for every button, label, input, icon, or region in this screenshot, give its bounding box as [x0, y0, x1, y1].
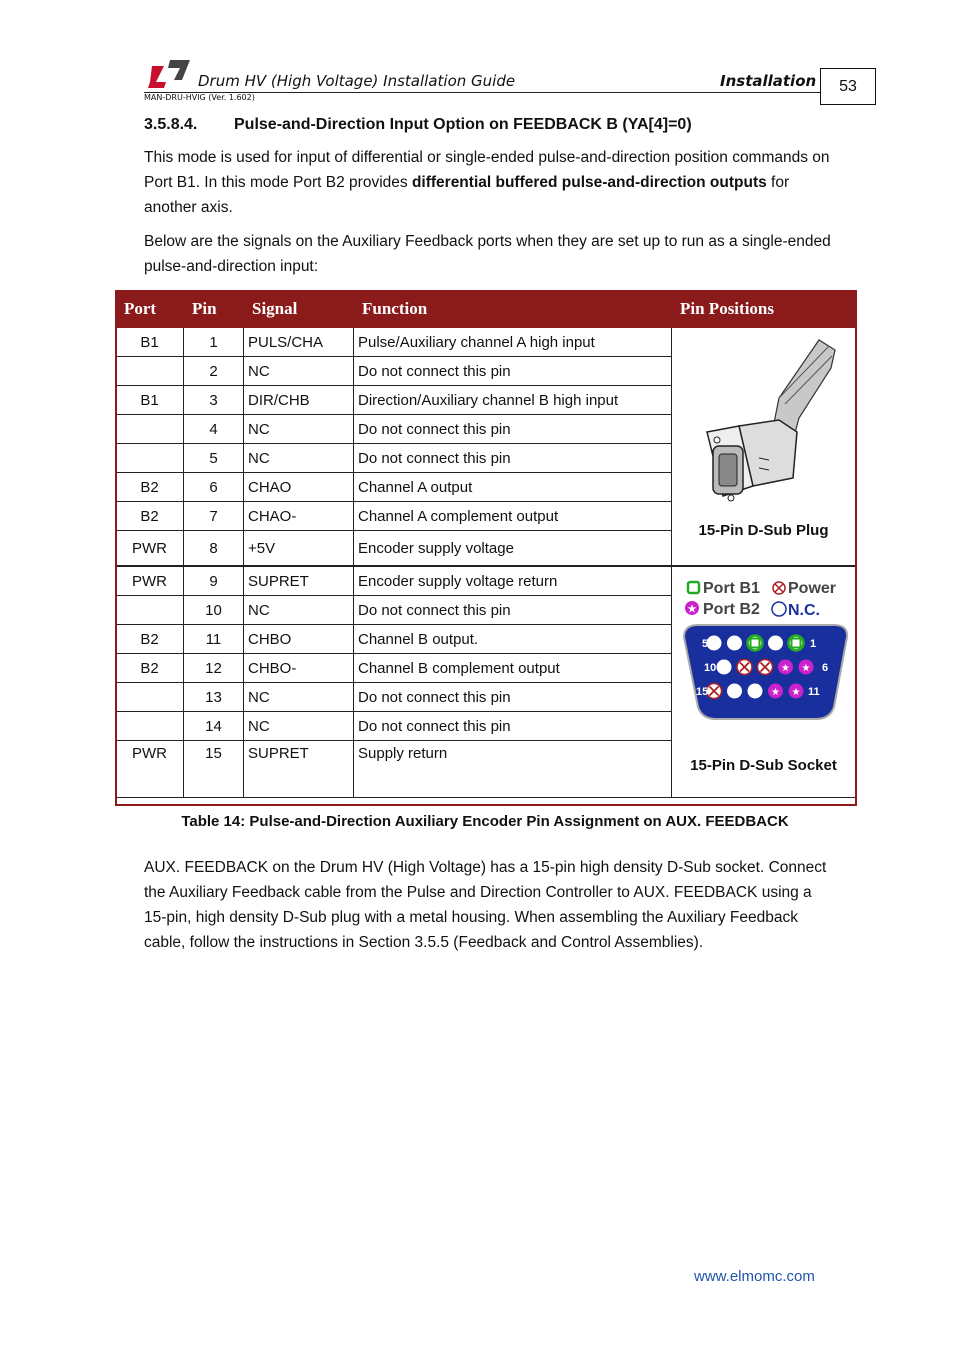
cell-port: B2: [116, 625, 184, 654]
socket-pin-13: [747, 684, 762, 699]
cell-function: Channel B output.: [354, 625, 672, 654]
cell-port: [116, 712, 184, 741]
cell-signal: NC: [244, 415, 354, 444]
cell-signal: CHBO-: [244, 654, 354, 683]
cell-port: [116, 444, 184, 473]
port-b1-marker: [791, 639, 800, 648]
cell-pin: 8: [184, 531, 244, 567]
cell-pin: 6: [184, 473, 244, 502]
cell-function: Channel A output: [354, 473, 672, 502]
cell-pin: 15: [184, 741, 244, 798]
cell-signal: PULS/CHA: [244, 328, 354, 357]
guide-title: Drum HV (High Voltage) Installation Guide: [198, 72, 516, 90]
header-section-name: Installation: [720, 72, 817, 90]
cell-function: Direction/Auxiliary channel B high input: [354, 386, 672, 415]
signals-paragraph: Below are the signals on the Auxiliary Feedback ports when they are set up to run as a single-ended pulse-and-direction input:: [144, 233, 831, 275]
legend-port-b2: Port B2: [702, 601, 760, 618]
cell-signal: CHAO-: [244, 502, 354, 531]
port-b2-star-icon: ★: [791, 687, 800, 698]
port-b2-star-icon: ★: [770, 687, 780, 698]
cell-signal: NC: [244, 357, 354, 386]
col-function: Function: [354, 291, 672, 328]
website-link[interactable]: www.elmomc.com: [694, 1268, 815, 1285]
cell-function: Encoder supply voltage return: [354, 566, 672, 596]
legend: [685, 580, 836, 619]
aux-feedback-paragraph: AUX. FEEDBACK on the Drum HV (High Voltage) has a 15-pin high density D-Sub socket. Connect the Auxiliary Feedback cable from the Pulse and Direction Controller to AUX. FEEDBACK using a 15-pin, high density D-Sub plug with a metal housing. When assembling the Auxiliary Feedback cable, follow the instructions in Section 3.5.5 (Feedback and Control Assemblies).: [144, 859, 827, 951]
intro-paragraph: [144, 145, 834, 220]
cell-function: Do not connect this pin: [354, 357, 672, 386]
cell-pin: 10: [184, 596, 244, 625]
legend-power: Power: [787, 580, 836, 597]
cell-pin: 12: [184, 654, 244, 683]
intro-bold-text: differential buffered pulse-and-direction outputs: [411, 174, 767, 191]
plug-caption: 15-Pin D-Sub Plug: [698, 522, 829, 539]
page-number: 53: [820, 68, 876, 105]
cell-signal: +5V: [244, 531, 354, 567]
cell-function: Encoder supply voltage: [354, 531, 672, 567]
socket-pin-4: [727, 636, 742, 651]
cell-port: [116, 683, 184, 712]
cell-function: Supply return: [354, 741, 672, 798]
intro-text-end: for another axis.: [144, 174, 790, 216]
cell-port: PWR: [116, 741, 184, 798]
table-row: [116, 328, 856, 357]
cell-port: PWR: [116, 566, 184, 596]
cell-signal: NC: [244, 683, 354, 712]
cell-port: [116, 357, 184, 386]
cell-port: B1: [116, 386, 184, 415]
section-heading: [144, 116, 692, 134]
cell-pin: 13: [184, 683, 244, 712]
cell-function: Do not connect this pin: [354, 596, 672, 625]
col-pin-positions: Pin Positions: [672, 291, 856, 328]
section-title: Pulse-and-Direction Input Option on FEEDBACK B (YA[4]=0): [234, 116, 692, 133]
pin-label-1: 1: [809, 638, 816, 650]
cell-port: [116, 415, 184, 444]
cell-port: PWR: [116, 531, 184, 567]
socket-pin-10: [716, 660, 731, 675]
cell-function: Do not connect this pin: [354, 415, 672, 444]
cell-function: Do not connect this pin: [354, 712, 672, 741]
col-port: Port: [116, 291, 184, 328]
cell-function: Channel A complement output: [354, 502, 672, 531]
doc-version: MAN-DRU-HVIG (Ver. 1.602): [144, 93, 255, 102]
cell-function: Do not connect this pin: [354, 683, 672, 712]
cell-signal: SUPRET: [244, 566, 354, 596]
cell-pin: 11: [184, 625, 244, 654]
cell-pin: 5: [184, 444, 244, 473]
intro-text: This mode is used for input of differential or single-ended pulse-and-direction position commands on Port B1. In this mode Port B2 provides: [144, 149, 830, 191]
pin-label-11: 11: [807, 686, 820, 698]
pin-label-5: 5: [701, 638, 708, 650]
cell-pin: 1: [184, 328, 244, 357]
cell-port: B1: [116, 328, 184, 357]
cell-pin: 4: [184, 415, 244, 444]
col-pin: Pin: [184, 291, 244, 328]
cell-signal: DIR/CHB: [244, 386, 354, 415]
legend-port-b1: Port B1: [702, 580, 760, 597]
cell-function: Channel B complement output: [354, 654, 672, 683]
cell-port: B2: [116, 473, 184, 502]
cell-port: [116, 596, 184, 625]
legend-nc: N.C.: [787, 602, 820, 619]
cell-pin: 3: [184, 386, 244, 415]
cell-pin: 9: [184, 566, 244, 596]
elmo-logo: [148, 58, 190, 88]
cell-signal: NC: [244, 596, 354, 625]
table-header-row: [116, 291, 856, 328]
cell-port: B2: [116, 654, 184, 683]
pin-label-10: 10: [703, 662, 716, 674]
section-number: 3.5.8.4.: [144, 116, 198, 133]
cell-function: Pulse/Auxiliary channel A high input: [354, 328, 672, 357]
cell-pin: 14: [184, 712, 244, 741]
pin-assignment-table: [115, 290, 856, 798]
col-signal: Signal: [244, 291, 354, 328]
cell-signal: NC: [244, 444, 354, 473]
socket-pin-2: [768, 636, 783, 651]
cell-signal: CHBO: [244, 625, 354, 654]
table-row: [116, 566, 856, 596]
cell-pin: 2: [184, 357, 244, 386]
cell-function: Do not connect this pin: [354, 444, 672, 473]
cell-port: B2: [116, 502, 184, 531]
cell-signal: SUPRET: [244, 741, 354, 798]
d-sub-socket-diagram: [674, 569, 854, 749]
port-b2-star-icon: ★: [780, 663, 790, 674]
star-icon: ★: [687, 604, 696, 615]
socket-caption: 15-Pin D-Sub Socket: [690, 757, 837, 774]
cell-pin: 7: [184, 502, 244, 531]
port-b2-star-icon: ★: [801, 663, 810, 674]
cell-signal: NC: [244, 712, 354, 741]
socket-pin-14: [727, 684, 742, 699]
pin-label-15: 15: [695, 686, 708, 698]
pin-label-6: 6: [821, 662, 828, 674]
plug-image-cell: [672, 328, 856, 567]
socket-image-cell: [672, 566, 856, 798]
d-sub-plug-image: [679, 328, 849, 518]
port-b1-marker: [750, 639, 759, 648]
cell-signal: CHAO: [244, 473, 354, 502]
table-caption: Table 14: Pulse-and-Direction Auxiliary Encoder Pin Assignment on AUX. FEEDBACK: [181, 813, 789, 830]
socket-pin-5: [706, 636, 721, 651]
